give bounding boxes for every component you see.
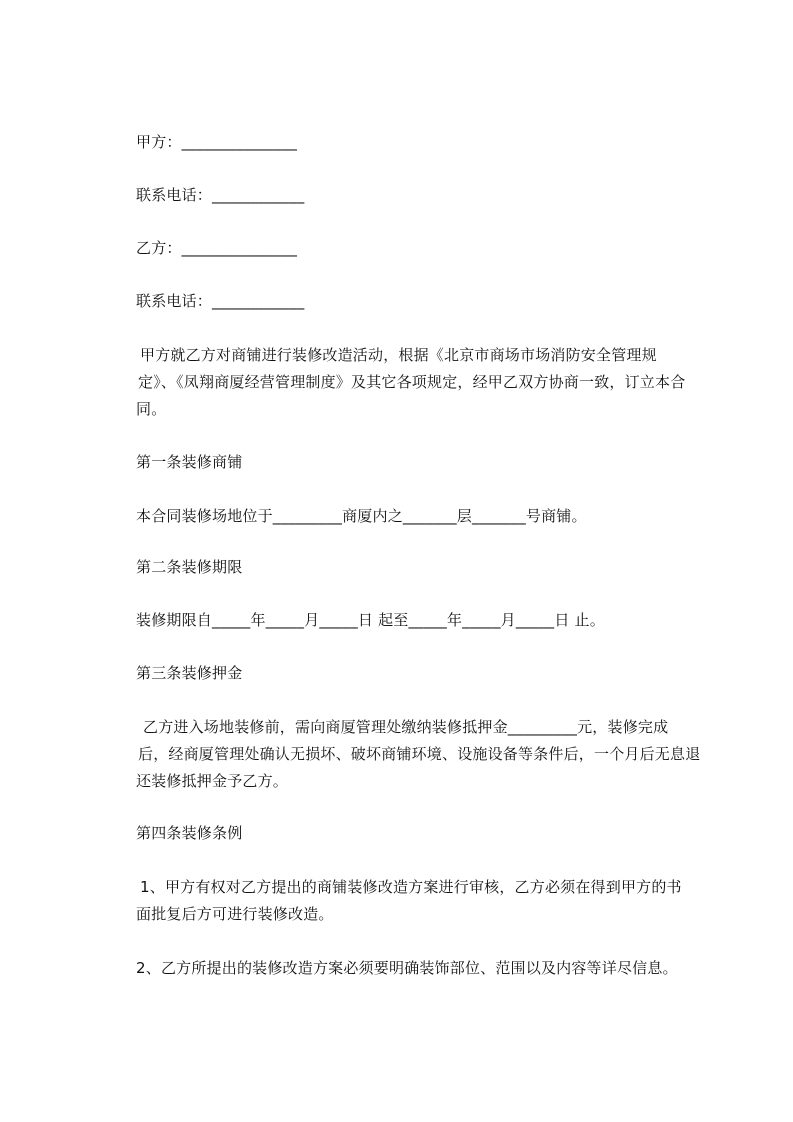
article-4-item-1-line-2: 面批复后方可进行装修改造。 — [136, 905, 334, 923]
preamble-line-2: 定》、《凤翔商厦经营管理制度》及其它各项规定，经甲乙双方协商一致，订立本合 — [138, 373, 686, 391]
article-3-line-2: 后，经商厦管理处确认无损坏、破坏商铺环境、设施设备等条件后，一个月后无息退 — [138, 745, 701, 763]
preamble-line-1: 甲方就乙方对商铺进行装修改造活动，根据《北京市商场市场消防安全管理规 — [140, 346, 657, 364]
party-b-field: 乙方：_______________ — [136, 239, 298, 257]
article-3-line-1: 乙方进入场地装修前，需向商厦管理处缴纳装修抵押金_________元，装修完成 — [143, 718, 669, 736]
article-2-title: 第二条装修期限 — [136, 558, 243, 576]
party-b-phone-field: 联系电话：____________ — [136, 292, 305, 310]
article-4-item-2: 2、乙方所提出的装修改造方案必须要明确装饰部位、范围以及内容等详尽信息。 — [136, 959, 678, 977]
party-a-phone-field: 联系电话：____________ — [136, 186, 305, 204]
article-2-body: 装修期限自_____年_____月_____日 起至_____年_____月_____日 止。 — [136, 611, 605, 629]
preamble-line-3: 同。 — [136, 400, 167, 418]
article-4-title: 第四条装修条例 — [136, 824, 243, 842]
article-3-title: 第三条装修押金 — [136, 664, 243, 682]
article-4-item-1-line-1: 1、甲方有权对乙方提出的商铺装修改造方案进行审核，乙方必须在得到甲方的书 — [140, 878, 682, 896]
article-1-body: 本合同装修场地位于_________商厦内之_______层_______号商铺。 — [136, 507, 587, 525]
article-1-title: 第一条装修商铺 — [136, 453, 243, 471]
party-a-field: 甲方：_______________ — [136, 133, 298, 151]
article-3-line-3: 还装修抵押金予乙方。 — [136, 772, 289, 790]
